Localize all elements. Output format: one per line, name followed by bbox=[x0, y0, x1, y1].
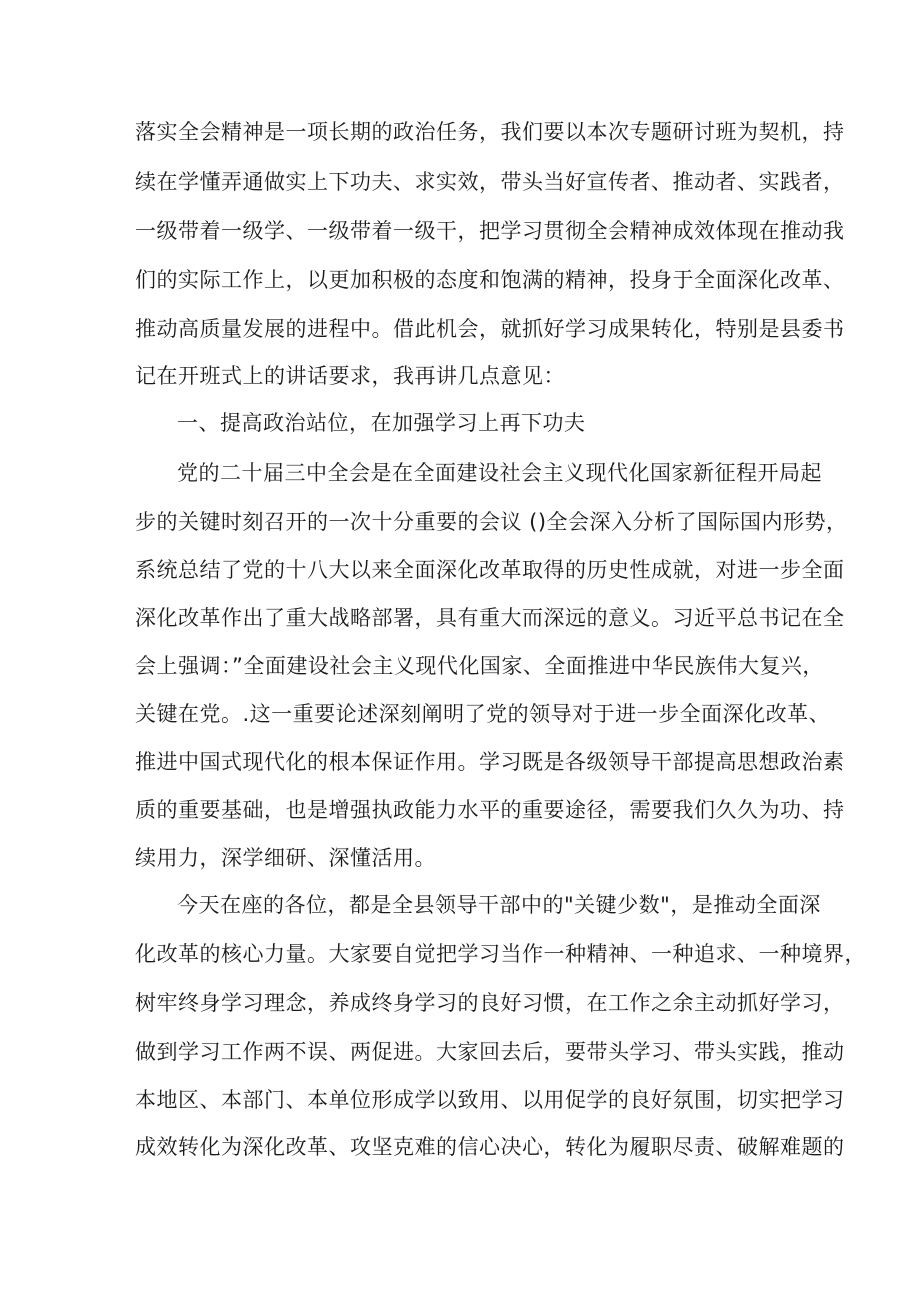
paragraph-2-line-2: 步的关键时刻召开的一次十分重要的会议 ()全会深入分析了国际国内形势， bbox=[135, 510, 848, 534]
paragraph-1-line-6: 记在开班式上的讲话要求，我再讲几点意见： bbox=[135, 364, 565, 388]
paragraph-3-line-2: 化改革的核心力量。大家要自觉把学习当作一种精神、一种追求、一种境界， bbox=[135, 942, 866, 966]
paragraph-2-line-6: 关键在党。.这一重要论述深刻阐明了党的领导对于进一步全面深化改革、 bbox=[135, 702, 831, 726]
section-heading: 一、提高政治站位，在加强学习上再下功夫 bbox=[177, 411, 586, 435]
paragraph-2-line-5: 会上强调：”全面建设社会主义现代化国家、全面推进中华民族伟大复兴， bbox=[135, 654, 824, 678]
paragraph-2-line-1: 党的二十届三中全会是在全面建设社会主义现代化国家新征程开局起 bbox=[177, 461, 822, 485]
paragraph-1-line-1: 落实全会精神是一项长期的政治任务，我们要以本次专题研讨班为契机，持 bbox=[135, 120, 845, 144]
paragraph-3-line-3: 树牢终身学习理念，养成终身学习的良好习惯，在工作之余主动抓好学习， bbox=[135, 991, 845, 1015]
paragraph-3-line-5: 本地区、本部门、本单位形成学以致用、以用促学的良好氛围，切实把学习 bbox=[135, 1088, 845, 1112]
paragraph-1-line-2: 续在学懂弄通做实上下功夫、求实效，带头当好宣传者、推动者、实践者， bbox=[135, 170, 845, 194]
paragraph-2-line-8: 质的重要基础，也是增强执政能力水平的重要途径，需要我们久久为功、持 bbox=[135, 798, 845, 822]
paragraph-1-line-4: 们的实际工作上，以更加积极的态度和饱满的精神，投身于全面深化改革、 bbox=[135, 268, 845, 292]
paragraph-2-line-9: 续用力，深学细研、深懂活用。 bbox=[135, 846, 436, 870]
paragraph-2-line-4: 深化改革作出了重大战略部署，具有重大而深远的意义。习近平总书记在全 bbox=[135, 606, 845, 630]
paragraph-1-line-3: 一级带着一级学、一级带着一级干，把学习贯彻全会精神成效体现在推动我 bbox=[135, 219, 845, 243]
paragraph-2-line-3: 系统总结了党的十八大以来全面深化改革取得的历史性成就，对进一步全面 bbox=[135, 558, 845, 582]
paragraph-2-line-7: 推进中国式现代化的根本保证作用。学习既是各级领导干部提高思想政治素 bbox=[135, 750, 845, 774]
paragraph-3-line-4: 做到学习工作两不误、两促进。大家回去后，要带头学习、带头实践，推动 bbox=[135, 1040, 845, 1064]
paragraph-3-line-6: 成效转化为深化改革、攻坚克难的信心决心，转化为履职尽责、破解难题的 bbox=[135, 1135, 845, 1159]
paragraph-3-line-1: 今天在座的各位，都是全县领导干部中的"关键少数"，是推动全面深 bbox=[177, 893, 821, 917]
paragraph-1-line-5: 推动高质量发展的进程中。借此机会，就抓好学习成果转化，特别是县委书 bbox=[135, 317, 845, 341]
